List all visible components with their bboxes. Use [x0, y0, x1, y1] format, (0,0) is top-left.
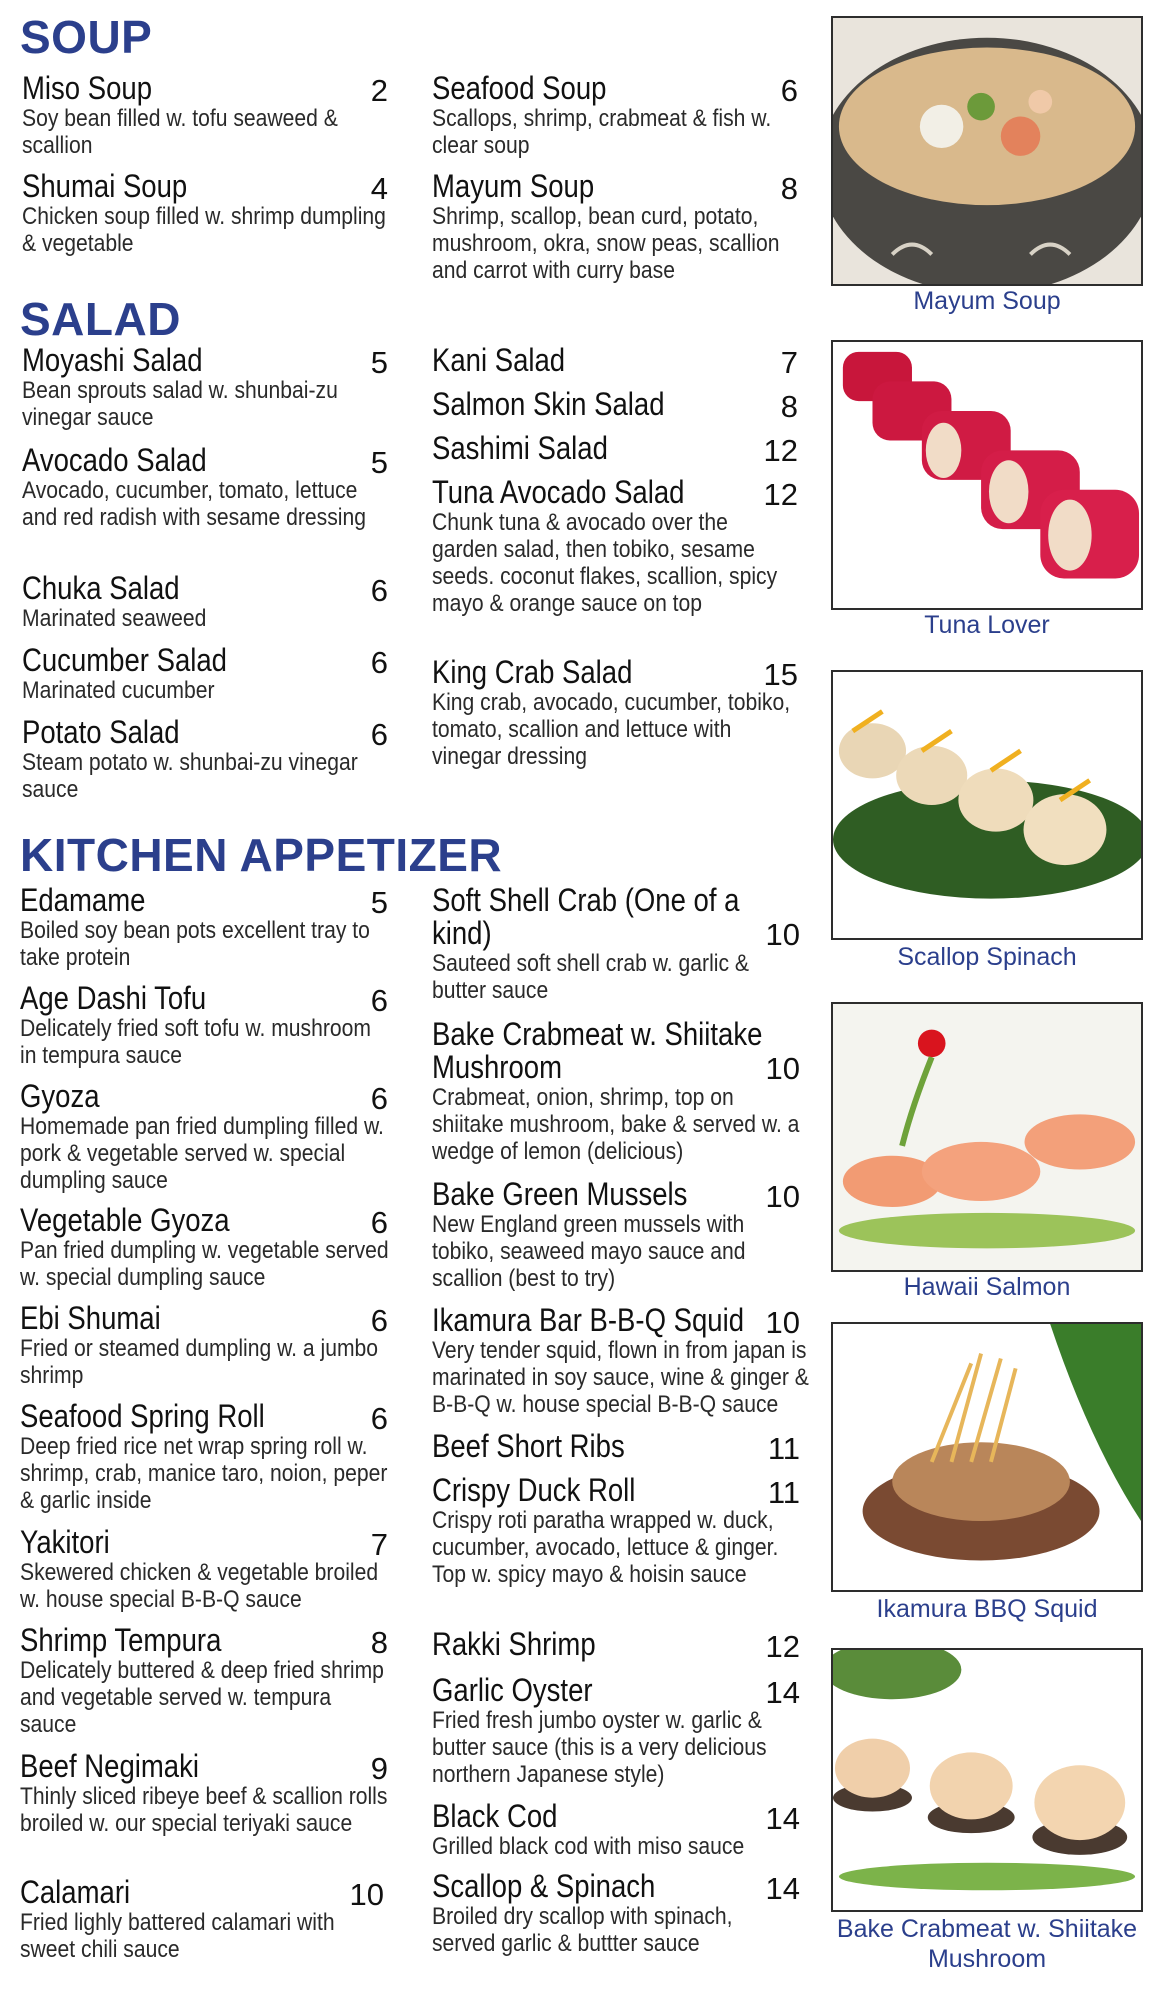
item-name: Beef Negimaki [20, 1748, 199, 1784]
item-price: 6 [370, 1081, 388, 1116]
item-price: 6 [370, 717, 388, 752]
menu-item [22, 644, 388, 704]
menu-item [20, 1080, 388, 1194]
item-price: 6 [370, 983, 388, 1018]
item-description: Deep fried rice net wrap spring roll w. shrimp, crab, manice taro, noion, peper & garlic inside [20, 1433, 388, 1514]
item-description: Fried lighly battered calamari with sweet chili sauce [20, 1909, 335, 1963]
item-price: 10 [765, 1305, 800, 1340]
item-name: Potato Salad [22, 714, 180, 750]
item-description: Thinly sliced ribeye beef & scallion rolls broiled w. our special teriyaki sauce [20, 1783, 388, 1837]
item-price: 11 [767, 1475, 800, 1510]
item-name: Seafood Soup [432, 70, 607, 106]
menu-item [432, 656, 798, 770]
item-description: Crabmeat, onion, shrimp, top on shiitake mushroom, bake & served w. a wedge of lemon (delicious) [432, 1084, 800, 1165]
item-description: Bean sprouts salad w. shunbai-zu vinegar sauce [22, 377, 338, 431]
menu-item [432, 1674, 800, 1788]
menu-item [432, 430, 798, 468]
menu-item [432, 1800, 800, 1860]
photo-caption: Tuna Lover [924, 611, 1050, 639]
item-price: 5 [370, 345, 388, 380]
item-name: Edamame [20, 882, 146, 918]
menu-item [20, 1526, 388, 1613]
item-price: 5 [370, 885, 388, 920]
item-price: 5 [370, 445, 388, 480]
menu-item [22, 444, 388, 531]
menu-item [22, 716, 388, 803]
item-description: Fried fresh jumbo oyster w. garlic & butter sauce (this is a very delicious northern Japanese style) [432, 1707, 767, 1788]
item-name: Avocado Salad [22, 442, 207, 478]
item-name: Vegetable Gyoza [20, 1202, 230, 1238]
item-name: Miso Soup [22, 70, 153, 106]
item-price: 6 [370, 1401, 388, 1436]
menu-item [20, 1750, 388, 1837]
item-name: Calamari [20, 1874, 131, 1910]
item-name: Beef Short Ribs [432, 1428, 625, 1464]
menu-item [432, 1178, 800, 1292]
item-description: Soy bean filled w. tofu seaweed & scallion [22, 105, 338, 159]
item-price: 9 [370, 1751, 388, 1786]
menu-item [22, 344, 388, 431]
item-price: 12 [763, 433, 798, 468]
section-title-kitchen-appetizer: KITCHEN APPETIZER [20, 829, 503, 881]
item-description: Chunk tuna & avocado over the garden salad, then tobiko, sesame seeds. coconut flakes, scallion, spicy mayo & orange sauce on top [432, 509, 778, 617]
item-price: 7 [780, 345, 798, 380]
item-price: 10 [765, 1179, 800, 1214]
item-description: Pan fried dumpling w. vegetable served w. special dumpling sauce [20, 1237, 389, 1291]
soup-bowl-photo [831, 16, 1143, 286]
menu-item [432, 1018, 800, 1165]
item-description: Boiled soy bean pots excellent tray to take protein [20, 917, 370, 971]
menu-item [22, 170, 388, 257]
item-price: 12 [765, 1629, 800, 1664]
item-name: Crispy Duck Roll [432, 1472, 636, 1508]
item-name: Garlic Oyster [432, 1672, 593, 1708]
menu-item [432, 476, 798, 617]
item-price: 14 [765, 1871, 800, 1906]
item-name: Shrimp Tempura [20, 1622, 222, 1658]
item-price: 4 [370, 171, 388, 206]
item-description: King crab, avocado, cucumber, tobiko, tomato, scallion and lettuce with vinegar dressing [432, 689, 791, 770]
item-description: Homemade pan fried dumpling filled w. pork & vegetable served w. special dumpling sauce [20, 1113, 384, 1194]
item-name: Mayum Soup [432, 168, 595, 204]
menu-item [20, 1302, 388, 1389]
tuna-roll-photo [831, 340, 1143, 610]
item-description: Chicken soup filled w. shrimp dumpling & vegetable [22, 203, 386, 257]
item-name: Gyoza [20, 1078, 100, 1114]
item-price: 2 [370, 73, 388, 108]
item-name: Cucumber Salad [22, 642, 227, 678]
item-name: Ebi Shumai [20, 1300, 161, 1336]
item-price: 12 [763, 477, 798, 512]
menu-item [20, 982, 388, 1069]
squid-photo [831, 1322, 1143, 1592]
photo-caption: Mayum Soup [913, 287, 1061, 315]
item-name: Kani Salad [432, 342, 566, 378]
item-description: Broiled dry scallop with spinach, served garlic & buttter sauce [432, 1903, 733, 1957]
item-name: Rakki Shrimp [432, 1626, 596, 1662]
salmon-photo [831, 1002, 1143, 1272]
item-name: Ikamura Bar B-B-Q Squid [432, 1302, 745, 1338]
item-price: 6 [370, 1205, 388, 1240]
item-description: Shrimp, scallop, bean curd, potato, mushroom, okra, snow peas, scallion and carrot with curry base [432, 203, 780, 284]
item-price: 14 [765, 1801, 800, 1836]
menu-item [432, 342, 798, 380]
item-description: Avocado, cucumber, tomato, lettuce and red radish with sesame dressing [22, 477, 366, 531]
item-name: Chuka Salad [22, 570, 180, 606]
item-description: Delicately fried soft tofu w. mushroom in tempura sauce [20, 1015, 371, 1069]
photo-caption: Hawaii Salmon [903, 1273, 1071, 1301]
item-name: Bake Crabmeat w. Shiitake Mushroom [432, 1016, 763, 1085]
item-description: Crispy roti paratha wrapped w. duck, cucumber, avocado, lettuce & ginger. Top w. spicy mayo & hoisin sauce [432, 1507, 779, 1588]
menu-item [20, 1204, 388, 1291]
item-price: 6 [370, 645, 388, 680]
photo-caption: Scallop Spinach [897, 943, 1077, 971]
item-price: 11 [767, 1431, 800, 1466]
item-name: Yakitori [20, 1524, 110, 1560]
item-price: 15 [763, 657, 798, 692]
item-description: Fried or steamed dumpling w. a jumbo shrimp [20, 1335, 379, 1389]
item-name: Salmon Skin Salad [432, 386, 665, 422]
item-description: Very tender squid, flown in from japan is marinated in soy sauce, wine & ginger & B-B-Q w. house special B-B-Q sauce [432, 1337, 809, 1418]
section-title-soup: SOUP [20, 11, 153, 63]
menu-item [432, 1302, 809, 1418]
item-description: Steam potato w. shunbai-zu vinegar sauce [22, 749, 358, 803]
menu-item [432, 884, 800, 1004]
item-name: Shumai Soup [22, 168, 188, 204]
item-price: 6 [780, 73, 798, 108]
menu-item [432, 386, 798, 424]
menu-item [432, 1474, 800, 1588]
item-price: 10 [349, 1877, 384, 1912]
item-name: Moyashi Salad [22, 342, 203, 378]
item-name: Seafood Spring Roll [20, 1398, 265, 1434]
crabmeat-mushroom-photo [831, 1648, 1143, 1912]
item-name: Scallop & Spinach [432, 1868, 656, 1904]
item-name: King Crab Salad [432, 654, 633, 690]
item-price: 6 [370, 1303, 388, 1338]
item-description: Skewered chicken & vegetable broiled w. house special B-B-Q sauce [20, 1559, 379, 1613]
menu-item [432, 1428, 800, 1466]
item-description: Marinated cucumber [22, 677, 215, 704]
item-price: 7 [370, 1527, 388, 1562]
item-price: 10 [765, 917, 800, 952]
photo-caption: Bake Crabmeat w. Shiitake Mushroom [836, 1915, 1138, 1973]
menu-item [20, 1876, 384, 1963]
item-name: Soft Shell Crab (One of a kind) [432, 882, 740, 951]
item-name: Tuna Avocado Salad [432, 474, 685, 510]
item-price: 8 [780, 389, 798, 424]
menu-item [432, 72, 798, 159]
section-title-salad: SALAD [20, 293, 181, 345]
menu-item [20, 1400, 388, 1514]
item-name: Age Dashi Tofu [20, 980, 207, 1016]
item-price: 14 [765, 1675, 800, 1710]
item-price: 6 [370, 573, 388, 608]
menu-item [22, 572, 388, 632]
item-name: Black Cod [432, 1798, 558, 1834]
menu-item [22, 72, 388, 159]
item-price: 8 [370, 1625, 388, 1660]
menu-item [432, 1626, 800, 1664]
item-description: Scallops, shrimp, crabmeat & fish w. clear soup [432, 105, 772, 159]
item-description: Grilled black cod with miso sauce [432, 1833, 745, 1860]
item-description: Sauteed soft shell crab w. garlic & butter sauce [432, 950, 749, 1004]
item-description: New England green mussels with tobiko, seaweed mayo sauce and scallion (best to try) [432, 1211, 746, 1292]
menu-item [20, 1624, 388, 1738]
item-description: Marinated seaweed [22, 605, 207, 632]
item-price: 8 [780, 171, 798, 206]
photo-caption: Ikamura BBQ Squid [876, 1595, 1098, 1623]
item-name: Sashimi Salad [432, 430, 608, 466]
item-name: Bake Green Mussels [432, 1176, 688, 1212]
menu-item [432, 1870, 800, 1957]
item-price: 10 [765, 1051, 800, 1086]
item-description: Delicately buttered & deep fried shrimp and vegetable served w. tempura sauce [20, 1657, 384, 1738]
scallop-photo [831, 670, 1143, 940]
menu-item [20, 884, 388, 971]
menu-item [432, 170, 798, 284]
